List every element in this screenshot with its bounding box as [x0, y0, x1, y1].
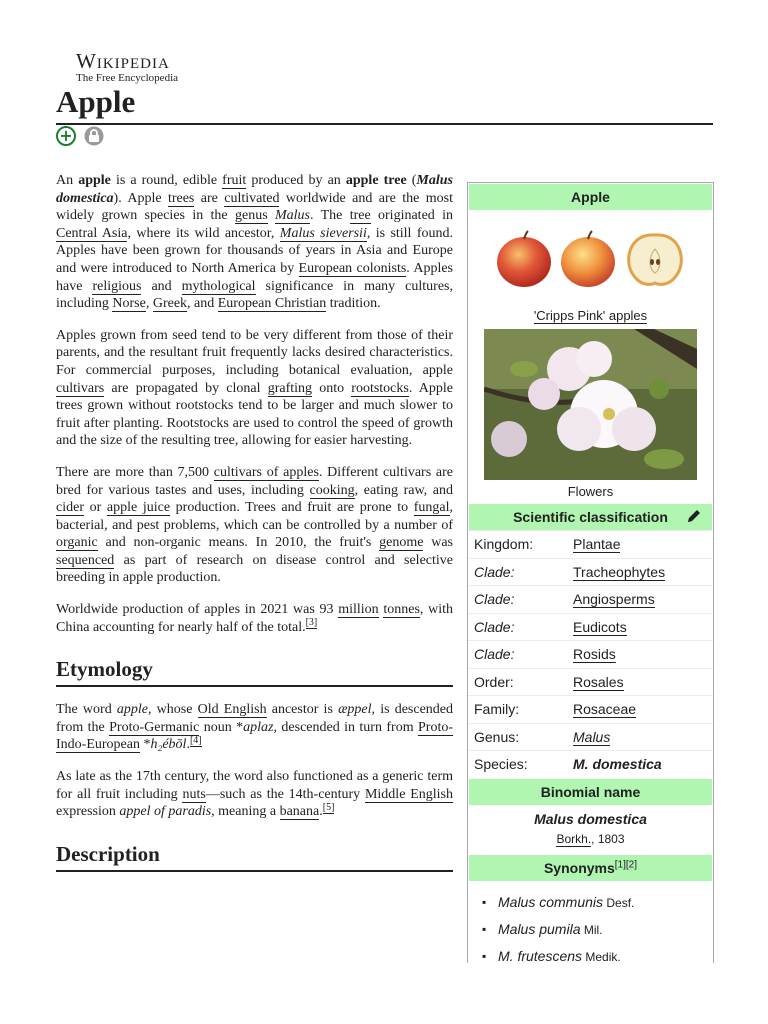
taxon-link[interactable]: Angiosperms — [573, 591, 655, 608]
text-run: As late as the 17th century, the word also functioned as a generic term for all fruit including — [56, 769, 453, 802]
description-heading: Description — [56, 841, 453, 872]
classification-row — [468, 640, 713, 668]
taxon-value[interactable] — [573, 701, 713, 717]
wiki-link[interactable]: banana — [279, 804, 320, 820]
reference-link[interactable]: [3] — [305, 617, 318, 628]
text-run: h₂ébōl — [150, 737, 187, 753]
classification-row — [468, 723, 713, 751]
etymology-heading: Etymology — [56, 656, 453, 687]
wiki-link[interactable]: organic — [56, 535, 98, 551]
taxon-value[interactable] — [573, 619, 713, 635]
text-run: An — [56, 173, 79, 188]
text-run: originated in — [370, 208, 454, 224]
reference-link[interactable]: [4] — [189, 734, 202, 746]
wordmark: Wikipedia — [76, 49, 170, 73]
synonym-name: Malus pumila — [498, 920, 581, 937]
add-to-watchlist-icon[interactable]: + — [56, 126, 76, 146]
text-run: or — [83, 500, 107, 516]
text-run: The word — [56, 702, 117, 718]
wiki-link[interactable]: cider — [56, 500, 84, 516]
text-run: ancestor is — [266, 702, 339, 718]
taxon-value[interactable] — [573, 591, 713, 607]
text-run: , and — [187, 296, 218, 312]
synonym-item — [498, 889, 713, 916]
page-title: Apple — [56, 84, 136, 119]
text-run: * — [139, 737, 151, 753]
wiki-link[interactable]: Middle English — [364, 786, 453, 802]
taxon-value[interactable] — [573, 729, 713, 745]
wiki-link[interactable]: trees — [167, 190, 195, 206]
wiki-link[interactable]: Central Asia — [56, 225, 128, 241]
text-run: , with China accounting for nearly half of the total. — [56, 602, 454, 635]
wiki-link[interactable]: genus — [234, 208, 268, 224]
binomial-name: Malus domestica — [534, 810, 647, 827]
classification-row — [468, 695, 713, 723]
text-run: . Different cultivars are bred for various tastes and uses, including — [56, 464, 453, 498]
text-run: aplaz — [243, 719, 274, 735]
wiki-link[interactable]: sequenced — [56, 552, 115, 568]
classification-row — [468, 750, 713, 778]
text-run: , eating raw, and — [354, 482, 454, 498]
wiki-link[interactable]: Malus sieversii — [279, 225, 367, 241]
wiki-link[interactable]: Proto-Indo-European — [56, 719, 453, 753]
taxon-link[interactable]: Rosids — [573, 646, 616, 663]
text-run: —such as the 14th-century — [205, 786, 365, 802]
taxon-value[interactable] — [573, 564, 713, 580]
wiki-link[interactable]: European colonists — [298, 260, 407, 276]
text-run: , whose — [148, 702, 198, 718]
borkh-link[interactable]: Borkh. — [556, 831, 592, 846]
wiki-link[interactable]: fruit — [222, 173, 247, 188]
text-run: Apples grown from seed tend to be very different from those of their parents, and the resultant fruit frequently lacks desired characteristics. For commercial purposes, including botanical evaluation, apple — [56, 327, 453, 378]
taxon-value[interactable] — [573, 536, 713, 552]
text-run: ( — [406, 173, 417, 188]
text-run: worldwide and are the most widely grown species in the — [56, 190, 453, 224]
binomial-name-block — [468, 805, 713, 849]
rank-label: Species: — [474, 756, 528, 773]
rank-label: Clade: — [474, 563, 515, 580]
taxobox — [467, 182, 714, 963]
text-run: . The — [310, 208, 350, 224]
wiki-link[interactable]: fungal — [413, 500, 450, 516]
wiki-link[interactable]: Proto-Germanic — [109, 719, 200, 735]
wiki-link[interactable]: genome — [379, 535, 424, 551]
synonyms-refs[interactable]: [1][2] — [614, 858, 638, 870]
cripps-pink-link[interactable]: 'Cripps Pink' apples — [533, 308, 648, 323]
wikipedia-logo[interactable] — [76, 50, 178, 85]
page-indicators — [56, 126, 104, 146]
taxon-link[interactable]: Rosales — [573, 673, 624, 690]
intro-paragraph-2 — [56, 327, 453, 450]
text-run: onto — [312, 380, 352, 396]
article-body — [56, 172, 453, 886]
rank-label: Genus: — [474, 728, 520, 745]
wiki-link[interactable]: tree — [349, 208, 371, 224]
synonym-item — [498, 916, 713, 943]
title-divider — [56, 123, 713, 125]
flowers-caption: Flowers — [567, 484, 614, 499]
wiki-link[interactable]: religious — [92, 278, 142, 294]
text-run: apple — [78, 173, 111, 188]
text-run: expression — [56, 804, 120, 820]
etymology-paragraph-2 — [56, 768, 453, 821]
wiki-link[interactable]: million — [338, 602, 379, 618]
text-run: significance in many cultures, including — [56, 278, 453, 312]
wiki-link[interactable]: grafting — [267, 380, 313, 396]
wiki-link[interactable]: mythological — [181, 278, 256, 294]
apples-image[interactable] — [468, 210, 713, 304]
synonym-authority: Mil. — [580, 922, 603, 937]
flowers-image[interactable] — [484, 329, 697, 480]
text-run: are — [194, 190, 225, 206]
text-run: produced by an — [246, 173, 346, 188]
classification-row — [468, 558, 713, 586]
text-run: is a round, edible — [110, 173, 223, 188]
wiki-link[interactable]: Old English — [197, 702, 267, 718]
intro-paragraph-1 — [56, 172, 453, 313]
wiki-link[interactable]: Norse — [112, 296, 146, 312]
rank-label: Clade: — [474, 591, 515, 608]
classification-row — [468, 585, 713, 613]
synonym-name: Malus communis — [498, 893, 604, 910]
text-run: , is still found. Apples have been grown for thousands of years in Asia and Europe and were introduced to North America by — [56, 225, 453, 276]
text-run: apple — [116, 702, 148, 718]
taxon-link[interactable]: Malus — [573, 728, 611, 745]
taxon-link[interactable]: Eudicots — [573, 618, 627, 635]
text-run: as part of research on disease control and selective breeding in apple production. — [56, 552, 453, 586]
wiki-link[interactable]: European Christian — [217, 296, 327, 312]
taxon-value[interactable] — [573, 674, 713, 690]
reference-link[interactable]: [5] — [322, 801, 335, 813]
wiki-link[interactable]: apple juice — [106, 500, 171, 516]
text-run: , descended in turn from — [273, 719, 418, 735]
taxon-link[interactable]: Plantae — [573, 536, 621, 553]
apple-half-image — [622, 229, 688, 289]
classification-row — [468, 668, 713, 696]
apple-red-image — [494, 229, 554, 289]
rank-label: Kingdom: — [474, 536, 534, 553]
wiki-link[interactable]: rootstocks — [351, 380, 409, 396]
wiki-link[interactable]: Greek — [152, 296, 188, 312]
text-run: noun * — [199, 719, 244, 735]
etymology-paragraph-1 — [56, 701, 453, 754]
text-run: . Apple trees grown without rootstocks tend to be larger and much slower to fruit after planting. Rootstocks are used to control the speed of growth and the size of the resulting tree, allowing for easier harvesting. — [56, 380, 453, 449]
binomial-authority: Borkh., 1803 — [556, 831, 625, 846]
text-run — [268, 208, 275, 223]
taxon-link[interactable]: Rosaceae — [573, 701, 637, 718]
text-run: . — [186, 737, 190, 753]
tagline: The Free Encyclopedia — [76, 72, 179, 84]
text-run: ). Apple — [113, 190, 168, 206]
text-run: , where its wild ancestor, — [127, 225, 280, 241]
wiki-link[interactable]: Malus — [275, 208, 310, 224]
wiki-link[interactable]: cultivars of apples — [213, 464, 319, 480]
scientific-classification-heading — [469, 504, 712, 530]
rank-label: Family: — [474, 701, 520, 718]
text-run: . — [319, 804, 323, 820]
wiki-link[interactable]: cultivars — [56, 380, 105, 396]
text-run: , bacterial, and pest problems, which can be controlled by a number of — [56, 500, 453, 533]
synonym-authority: Medik. — [582, 949, 621, 964]
wiki-link[interactable]: cooking — [309, 482, 355, 498]
text-run: appel of paradis — [119, 804, 212, 820]
rank-label: Clade: — [474, 618, 515, 635]
synonyms-heading: Synonyms[1][2] — [469, 855, 712, 881]
classification-row — [468, 613, 713, 641]
text-run: and non-organic means. In 2010, the fruit's — [97, 535, 380, 551]
rank-label: Clade: — [474, 646, 515, 663]
classification-rows — [468, 530, 713, 778]
text-run: apple tree — [345, 173, 407, 188]
taxon-link[interactable]: Tracheophytes — [573, 563, 666, 580]
text-run: and — [141, 278, 182, 294]
rank-label: Order: — [474, 673, 514, 690]
text-run: Malus domestica — [56, 173, 453, 206]
pencil-icon[interactable] — [686, 508, 702, 524]
text-run: . Apples have — [56, 260, 453, 294]
apple-orange-image — [558, 229, 618, 289]
wiki-link[interactable]: tonnes — [383, 602, 420, 618]
text-run: Worldwide production of apples in 2021 was 93 — [56, 602, 339, 618]
protection-lock-icon[interactable] — [84, 126, 104, 146]
text-run: , is descended from the — [56, 702, 454, 735]
intro-paragraph-3 — [56, 464, 453, 587]
scientific-classification-label: Scientific classification — [513, 509, 668, 525]
text-run: , — [145, 296, 153, 312]
text-run: æppel — [338, 702, 372, 718]
intro-paragraph-4 — [56, 601, 453, 636]
binomial-name-heading: Binomial name — [469, 779, 712, 805]
text-run: There are more than 7,500 — [56, 464, 214, 480]
taxon-value[interactable] — [573, 646, 713, 662]
synonym-item — [498, 943, 713, 970]
text-run: production. Trees and fruit are prone to — [170, 500, 414, 516]
synonym-authority: Desf. — [603, 895, 635, 910]
text-run: was — [423, 535, 453, 551]
wiki-link[interactable]: cultivated — [224, 190, 280, 206]
taxon-value: M. domestica — [573, 756, 662, 773]
taxobox-title: Apple — [469, 184, 712, 210]
synonym-name: M. frutescens — [498, 947, 583, 964]
synonyms-list — [468, 881, 713, 970]
text-run: tradition. — [326, 296, 381, 312]
text-run: are propagated by clonal — [104, 380, 268, 396]
text-run: , meaning a — [211, 804, 280, 820]
classification-row — [468, 530, 713, 558]
wiki-link[interactable]: nuts — [182, 786, 206, 802]
apples-caption — [468, 304, 713, 327]
